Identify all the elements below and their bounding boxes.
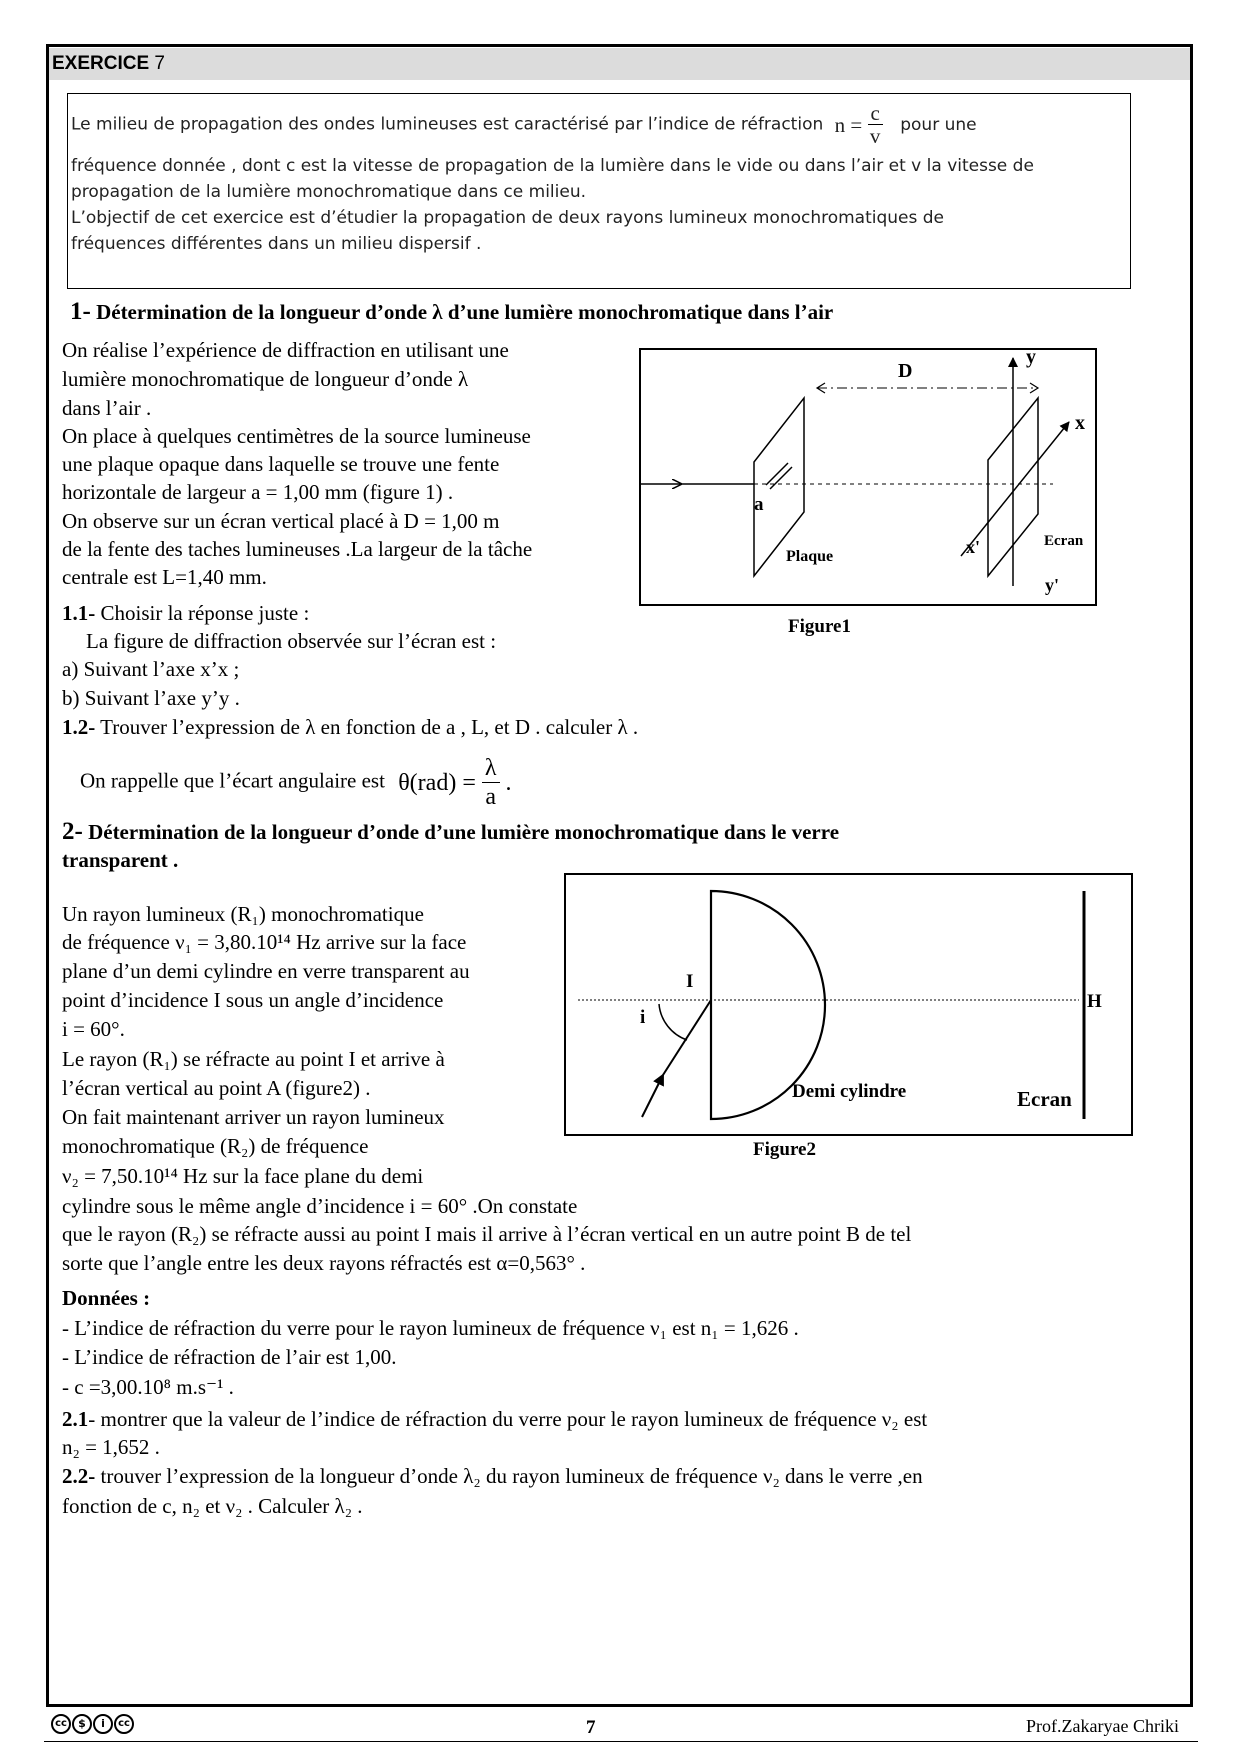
exercise-header (49, 48, 1190, 80)
part1-line: horizontale de largeur a = 1,00 mm (figure 1) . (62, 480, 454, 504)
part2-line: Un rayon lumineux (R₁) monochromatique (62, 902, 424, 926)
license-badge (51, 1714, 134, 1734)
q12: 1.2- Trouver l’expression de λ en fonction de a , L, et D . calculer λ . (62, 715, 639, 739)
q11: 1.1- Choisir la réponse juste : (62, 601, 310, 625)
theta-formula: θ(rad) = $\frac{\lambda}{a}$ . (398, 755, 512, 810)
part2-line: point d’incidence I sous un angle d’incidence (62, 988, 444, 1012)
part2-line: cylindre sous le même angle d’incidence i = 60° .On constate (62, 1194, 578, 1218)
fig1-xprime-label: x' (966, 537, 981, 557)
figure2-caption: Figure2 (753, 1139, 816, 1160)
q21: 2.1- montrer que la valeur de l’indice de réfraction du verre pour le rayon lumineux de fréquence ν₂ est (62, 1407, 928, 1431)
q22-line2: fonction de c, n₂ et ν₂ . Calculer λ₂ . (62, 1494, 363, 1518)
cc-icon: cc (51, 1714, 71, 1734)
donnees-item: - L’indice de réfraction du verre pour le rayon lumineux de fréquence ν₁ est n₁ = 1,626 . (62, 1316, 799, 1340)
part1-line: On réalise l’expérience de diffraction en utilisant une (62, 338, 509, 362)
part1-line: lumière monochromatique de longueur d’onde λ (62, 367, 469, 391)
donnees-label: Données : (62, 1286, 151, 1310)
part2-line: l’écran vertical au point A (figure2) . (62, 1076, 371, 1100)
q11-sub: La figure de diffraction observée sur l’écran est : (86, 629, 497, 653)
intro-line-2: fréquence donnée , dont c est la vitesse de propagation de la lumière dans le vide ou dans l’air et v la vitesse de (71, 156, 1034, 176)
part2-heading-line2: transparent . (62, 848, 179, 872)
part1-line: de la fente des taches lumineuses .La largeur de la tâche (62, 537, 533, 561)
q22: 2.2- trouver l’expression de la longueur d’onde λ₂ du rayon lumineux de fréquence ν₂ dans le verre ,en (62, 1464, 923, 1488)
option-b: b) Suivant l’axe y’y . (62, 686, 240, 710)
part1-heading: 1- Détermination de la longueur d’onde λ d’une lumière monochromatique dans l’air (70, 298, 834, 325)
fig2-demi-label: Demi cylindre (792, 1081, 907, 1102)
fig1-plaque-label: Plaque (786, 548, 834, 565)
part2-line: Le rayon (R₁) se réfracte au point I et arrive à (62, 1047, 445, 1071)
exercise-number: 7 (154, 53, 165, 74)
part2-line: i = 60°. (62, 1017, 125, 1041)
by-icon: i (93, 1714, 113, 1734)
fig1-ecran-label: Ecran (1044, 533, 1084, 549)
q21-line2: n₂ = 1,652 . (62, 1435, 160, 1459)
part2-line: que le rayon (R₂) se réfracte aussi au point I mais il arrive à l’écran vertical en un autre point B de tel (62, 1222, 912, 1246)
part2-line: de fréquence ν₁ = 3,80.10¹⁴ Hz arrive sur la face (62, 930, 467, 954)
part2-line: plane d’un demi cylindre en verre transparent au (62, 959, 470, 983)
incident-ray-arrow (642, 1075, 663, 1117)
part1-line: On place à quelques centimètres de la source lumineuse (62, 424, 531, 448)
fig2-H-label: H (1087, 991, 1102, 1012)
page-number: 7 (586, 1717, 596, 1738)
part2-line: ν₂ = 7,50.10¹⁴ Hz sur la face plane du demi (62, 1164, 424, 1188)
part1-line: centrale est L=1,40 mm. (62, 565, 267, 589)
fig2-I-label: I (686, 971, 694, 992)
intro-line-4: L’objectif de cet exercice est d’étudier la propagation de deux rayons lumineux monochromatiques de (71, 208, 945, 228)
fig1-a-label: a (754, 494, 764, 515)
exercise-label: EXERCICE (52, 53, 150, 74)
part2-line: sorte que l’angle entre les deux rayons réfractés est α=0,563° . (62, 1251, 586, 1275)
intro-box (67, 93, 1131, 289)
fig2-ecran-label: Ecran (1017, 1087, 1072, 1111)
part1-line: On observe sur un écran vertical placé à D = 1,00 m (62, 509, 500, 533)
fig1-y-label: y (1026, 346, 1036, 368)
part2-line: monochromatique (R₂) de fréquence (62, 1134, 369, 1158)
footer-rule (44, 1741, 1198, 1742)
fig1-x-label: x (1075, 412, 1085, 434)
cc-mark-icon: cc (114, 1714, 134, 1734)
figure1-caption: Figure1 (788, 616, 851, 637)
intro-line-3: propagation de la lumière monochromatique dans ce milieu. (71, 182, 586, 202)
fig1-D-label: D (898, 360, 913, 382)
angle-i-arc (659, 1004, 687, 1040)
incident-ray (663, 1000, 711, 1075)
recall-line: On rappelle que l’écart angulaire est θ(rad) = $\frac{\lambda}{a}$ . (80, 755, 512, 810)
part2-heading: 2- Détermination de la longueur d’onde d’une lumière monochromatique dans le verre (62, 818, 840, 845)
fig1-yprime-label: y' (1045, 575, 1060, 595)
figure1-diagram (641, 350, 1095, 604)
intro-line-5: fréquences différentes dans un milieu dispersif . (71, 234, 482, 254)
option-a: a) Suivant l’axe x’x ; (62, 657, 240, 681)
fig2-i-label: i (640, 1007, 646, 1028)
donnees-item: - L’indice de réfraction de l’air est 1,00. (62, 1345, 397, 1369)
part2-line: On fait maintenant arriver un rayon lumineux (62, 1105, 445, 1129)
part1-line: une plaque opaque dans laquelle se trouve une fente (62, 452, 500, 476)
author: Prof.Zakaryae Chriki (1026, 1716, 1179, 1736)
figure1 (639, 348, 1097, 606)
n-formula: n = $\frac{c}{v}$ (835, 102, 883, 147)
intro-line-1: Le milieu de propagation des ondes lumineuses est caractérisé par l’indice de réfraction n = $\frac{c}{v}$ pour une (71, 101, 977, 148)
nc-icon: $ (72, 1714, 92, 1734)
part1-line: dans l’air . (62, 396, 152, 420)
figure2 (564, 873, 1133, 1136)
donnees-item: - c =3,00.10⁸ m.s⁻¹ . (62, 1375, 234, 1399)
